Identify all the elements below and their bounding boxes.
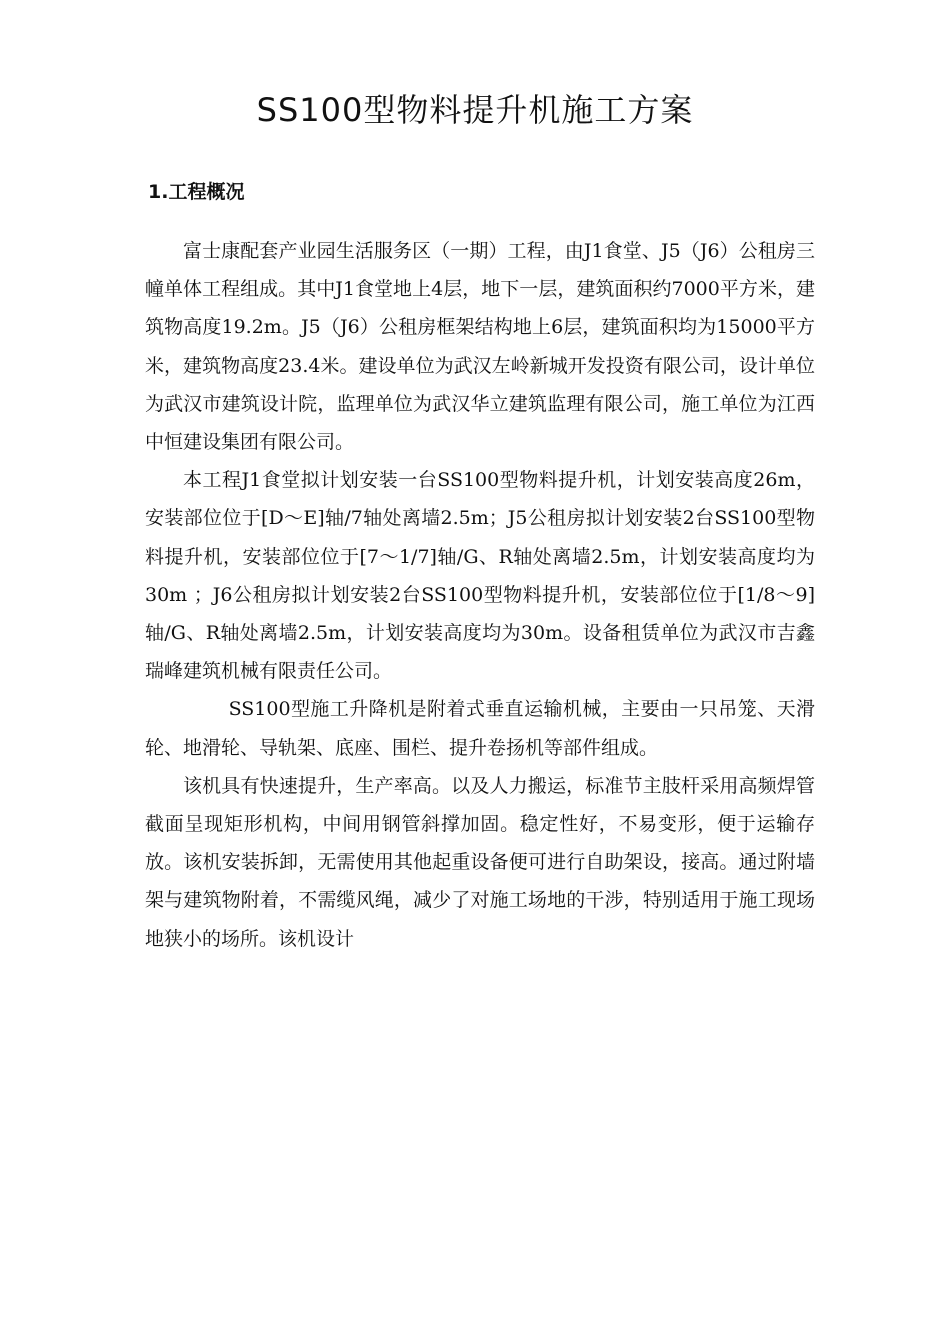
paragraph-installation-plan: 本工程J1食堂拟计划安装一台SS100型物料提升机，计划安装高度26m，安装部位位于[D～E]轴/7轴处离墙2.5m；J5公租房拟计划安装2台SS100型物料提升机，安装部位位于[7～1/7]轴/G、R轴处离墙2.5m，计划安装高度均为30m ；J6公租房拟计划安装2台SS100型物料提升机，安装部位位于[1/8～9]轴/G、R轴处离墙2.5m，计划安装高度均为30m。设备租赁单位为武汉市吉鑫瑞峰建筑机械有限责任公司。 <box>145 469 815 683</box>
document-body <box>145 232 815 958</box>
paragraph-machine-features: 该机具有快速提升，生产率高。以及人力搬运，标准节主肢杆采用高频焊管截面呈现矩形机构，中间用钢管斜撑加固。稳定性好，不易变形，便于运输存放。该机安装拆卸，无需使用其他起重设备便可进行自助架设，接高。通过附墙架与建筑物附着，不需缆风绳，减少了对施工场地的干涉，特别适用于施工现场地狭小的场所。该机设计 <box>145 774 815 950</box>
document-title: SS100型物料提升机施工方案 <box>256 91 694 129</box>
paragraph-project-description: 富士康配套产业园生活服务区（一期）工程，由J1食堂、J5（J6）公租房三幢单体工程组成。其中J1食堂地上4层，地下一层，建筑面积约7000平方米，建筑物高度19.2m。J5（J6）公租房框架结构地上6层，建筑面积均为15000平方米，建筑物高度23.4米。建设单位为武汉左岭新城开发投资有限公司，设计单位为武汉市建筑设计院，监理单位为武汉华立建筑监理有限公司，施工单位为江西中恒建设集团有限公司。 <box>145 240 815 454</box>
section-heading-project-overview: 1.工程概况 <box>148 181 245 203</box>
paragraph-machine-composition: SS100型施工升降机是附着式垂直运输机械，主要由一只吊笼、天滑轮、地滑轮、导轨架、底座、围栏、提升卷扬机等部件组成。 <box>145 698 815 759</box>
